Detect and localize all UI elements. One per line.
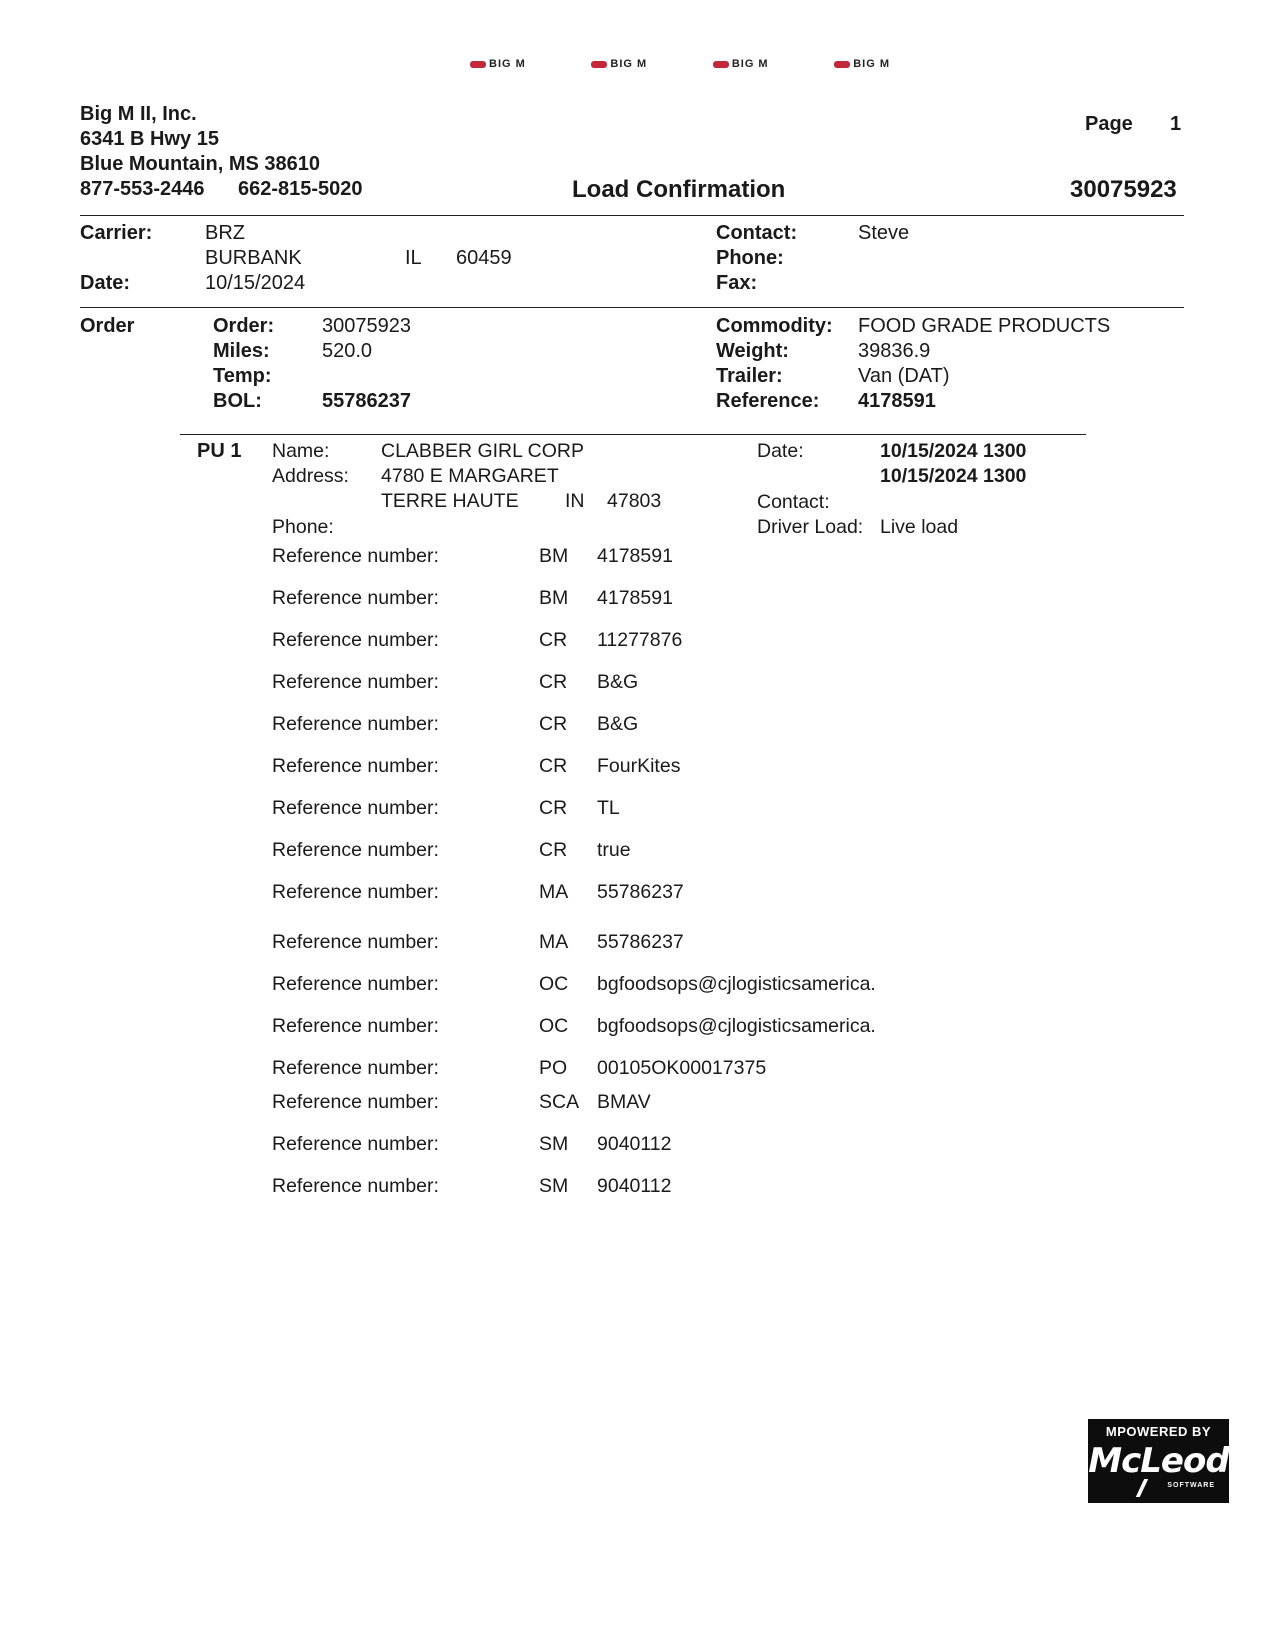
pickup-zip: 47803: [607, 490, 662, 512]
pickup-city: TERRE HAUTE: [381, 490, 519, 512]
divider: [180, 434, 1086, 435]
reference-code: CR: [539, 713, 568, 735]
order-label: Order:: [213, 315, 275, 337]
pickup-date-label: Date:: [757, 440, 804, 462]
temp-label: Temp:: [213, 365, 272, 387]
company-street: 6341 B Hwy 15: [80, 128, 219, 150]
reference-label: Reference number:: [272, 671, 439, 693]
reference-value: bgfoodsops@cjlogisticsamerica.: [597, 1015, 876, 1037]
heart-icon: [470, 61, 486, 68]
reference-code: MA: [539, 881, 569, 903]
reference-label: Reference number:: [272, 1133, 439, 1155]
reference-value: true: [597, 839, 631, 861]
reference-label: Reference number:: [272, 797, 439, 819]
logo-line-3: SOFTWARE: [1167, 1482, 1215, 1489]
reference-value: 9040112: [597, 1133, 672, 1155]
reference-code: SCA: [539, 1091, 580, 1113]
phone-label: Phone:: [716, 247, 784, 269]
reference-value: 9040112: [597, 1175, 672, 1197]
reference-code: BM: [539, 545, 569, 567]
reference-label: Reference:: [716, 390, 820, 412]
reference-label: Reference number:: [272, 629, 439, 651]
heart-icon: [591, 61, 607, 68]
pickup-phone-label: Phone:: [272, 516, 334, 538]
reference-code: CR: [539, 839, 568, 861]
pickup-contact-label: Contact:: [757, 491, 830, 513]
logo-line-2: McLeod: [1088, 1441, 1229, 1481]
reference-value: B&G: [597, 671, 639, 693]
divider: [80, 215, 1184, 216]
reference-value: 4178591: [858, 390, 936, 412]
document-number: 30075923: [1070, 176, 1177, 203]
reference-label: Reference number:: [272, 1091, 439, 1113]
carrier-date: 10/15/2024: [205, 272, 306, 294]
carrier-code: BRZ: [205, 222, 245, 244]
reference-label: Reference number:: [272, 587, 439, 609]
reference-label: Reference number:: [272, 545, 439, 567]
contact-label: Contact:: [716, 222, 798, 244]
company-phone-2: 662-815-5020: [238, 178, 363, 200]
reference-label: Reference number:: [272, 755, 439, 777]
company-phone-1: 877-553-2446: [80, 178, 205, 200]
reference-code: SM: [539, 1133, 569, 1155]
reference-code: PO: [539, 1057, 568, 1079]
reference-label: Reference number:: [272, 973, 439, 995]
banner-segment: BIG M: [591, 58, 647, 70]
driver-load-value: Live load: [880, 516, 959, 538]
reference-value: B&G: [597, 713, 639, 735]
weight-value: 39836.9: [858, 340, 931, 362]
reference-code: CR: [539, 629, 568, 651]
bol-label: BOL:: [213, 390, 262, 412]
order-value: 30075923: [322, 315, 411, 337]
reference-value: TL: [597, 797, 620, 819]
reference-value: 4178591: [597, 545, 673, 567]
carrier-state: IL: [405, 247, 422, 269]
logo-slash-icon: [1136, 1479, 1148, 1497]
carrier-zip: 60459: [456, 247, 512, 269]
reference-value: 11277876: [597, 629, 683, 651]
bol-value: 55786237: [322, 390, 411, 412]
fax-label: Fax:: [716, 272, 758, 294]
banner-segment: BIG M: [834, 58, 890, 70]
carrier-city: BURBANK: [205, 247, 302, 269]
company-city: Blue Mountain, MS 38610: [80, 153, 321, 175]
heart-icon: [834, 61, 850, 68]
pickup-name-label: Name:: [272, 440, 330, 462]
company-name: Big M II, Inc.: [80, 103, 197, 125]
document-title: Load Confirmation: [572, 176, 786, 203]
reference-code: SM: [539, 1175, 569, 1197]
pickup-address: 4780 E MARGARET: [381, 465, 559, 487]
miles-label: Miles:: [213, 340, 270, 362]
reference-code: OC: [539, 1015, 569, 1037]
reference-value: 55786237: [597, 881, 684, 903]
reference-code: CR: [539, 797, 568, 819]
pickup-name: CLABBER GIRL CORP: [381, 440, 584, 462]
banner-segment: BIG M: [713, 58, 769, 70]
reference-code: CR: [539, 755, 568, 777]
reference-value: 4178591: [597, 587, 673, 609]
trailer-label: Trailer:: [716, 365, 783, 387]
commodity-label: Commodity:: [716, 315, 833, 337]
reference-label: Reference number:: [272, 1015, 439, 1037]
pickup-tag: PU 1: [197, 440, 242, 462]
pickup-state: IN: [565, 490, 585, 512]
reference-code: MA: [539, 931, 569, 953]
reference-label: Reference number:: [272, 1175, 439, 1197]
logo-line-1: MPOWERED BY: [1105, 1424, 1212, 1439]
pickup-date-1: 10/15/2024 1300: [880, 440, 1027, 462]
driver-load-label: Driver Load:: [757, 516, 864, 538]
reference-label: Reference number:: [272, 1057, 439, 1079]
reference-value: BMAV: [597, 1091, 651, 1113]
reference-value: 00105OK00017375: [597, 1057, 767, 1079]
page-label: Page: [1085, 113, 1133, 135]
pickup-address-label: Address:: [272, 465, 349, 487]
date-label: Date:: [80, 272, 131, 294]
pickup-date-2: 10/15/2024 1300: [880, 465, 1027, 487]
order-section-label: Order: [80, 315, 135, 337]
reference-value: bgfoodsops@cjlogisticsamerica.: [597, 973, 876, 995]
banner-segment: BIG M: [470, 58, 526, 70]
heart-icon: [713, 61, 729, 68]
reference-code: BM: [539, 587, 569, 609]
reference-label: Reference number:: [272, 931, 439, 953]
reference-label: Reference number:: [272, 881, 439, 903]
reference-label: Reference number:: [272, 839, 439, 861]
miles-value: 520.0: [322, 340, 373, 362]
reference-value: 55786237: [597, 931, 684, 953]
reference-code: OC: [539, 973, 569, 995]
reference-value: FourKites: [597, 755, 681, 777]
trailer-value: Van (DAT): [858, 365, 950, 387]
top-banner: [470, 57, 890, 71]
contact-value: Steve: [858, 222, 910, 244]
weight-label: Weight:: [716, 340, 789, 362]
page-number: 1: [1170, 113, 1182, 135]
mcleod-logo: [1088, 1419, 1229, 1503]
reference-label: Reference number:: [272, 713, 439, 735]
divider: [80, 307, 1184, 308]
commodity-value: FOOD GRADE PRODUCTS: [858, 315, 1111, 337]
carrier-label: Carrier:: [80, 222, 153, 244]
reference-code: CR: [539, 671, 568, 693]
